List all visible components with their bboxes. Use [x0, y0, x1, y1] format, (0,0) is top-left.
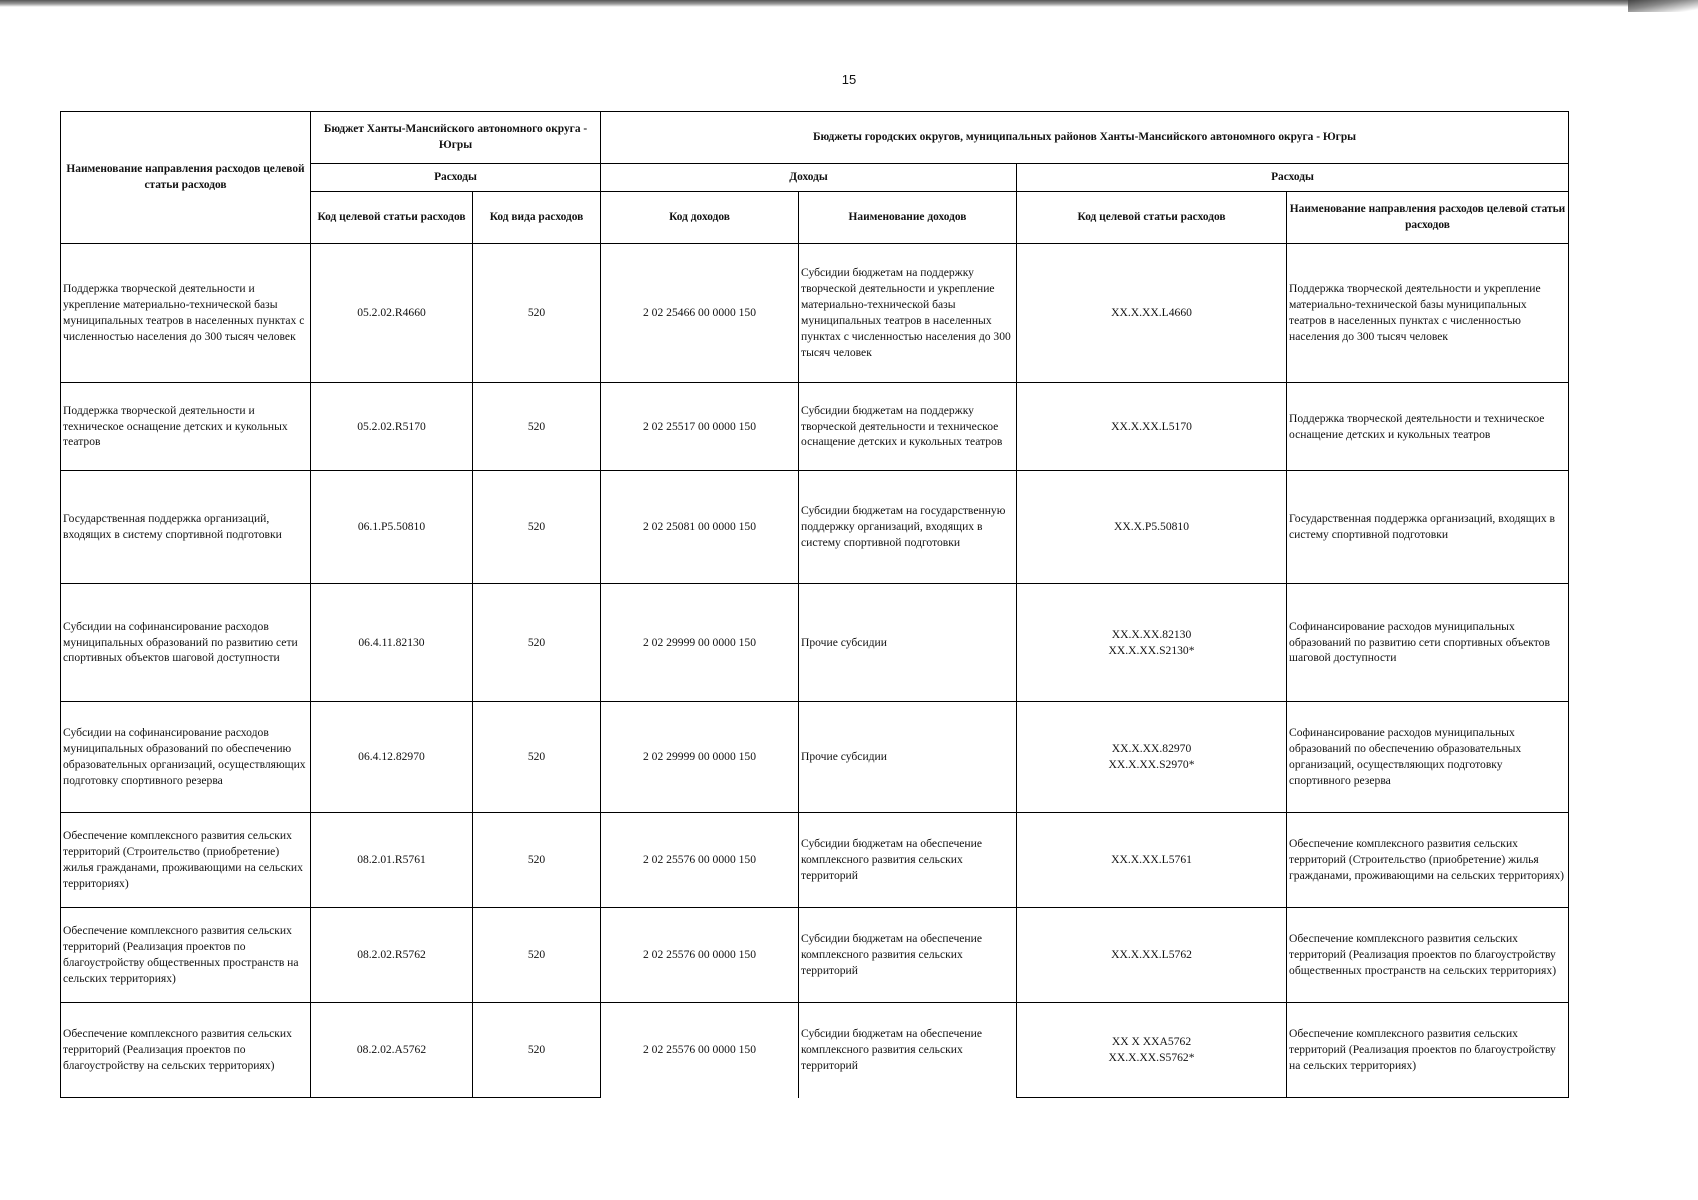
kcsr-cell: 06.4.12.82970: [311, 702, 473, 813]
kvr-cell: 520: [473, 702, 601, 813]
kvr-cell: 520: [473, 244, 601, 383]
table-row: [61, 1003, 1569, 1098]
municipal-kcsr-cell: [1017, 702, 1287, 813]
header-direction-name: Наименование направления расходов целевой статьи расходов: [61, 112, 311, 244]
municipal-kcsr-code: XX.X.XX.L5170: [1111, 419, 1192, 433]
municipal-direction-name-cell: Софинансирование расходов муниципальных образований по обеспечению образовательных организаций, осуществляющих подготовку спортивного резерва: [1287, 702, 1569, 813]
kcsr-cell: 05.2.02.R4660: [311, 244, 473, 383]
municipal-kcsr-cell: [1017, 471, 1287, 584]
direction-name-cell: Субсидии на софинансирование расходов муниципальных образований по развитию сети спортивных объектов шаговой доступности: [61, 584, 311, 702]
municipal-direction-name-cell: Обеспечение комплексного развития сельских территорий (Строительство (приобретение) жилья гражданами, проживающими на сельских территориях): [1287, 813, 1569, 908]
kvr-cell: 520: [473, 584, 601, 702]
municipal-kcsr-code: XX.X.XX.82970: [1111, 742, 1192, 756]
municipal-kcsr-code: XX.X.XX.L5762: [1111, 948, 1192, 961]
municipal-kcsr-code: XX X XXA5762: [1111, 1035, 1192, 1049]
income-code-cell: 2 02 25576 00 0000 150: [601, 813, 799, 908]
municipal-direction-name-cell: Софинансирование расходов муниципальных образований по развитию сети спортивных объектов шаговой доступности: [1287, 584, 1569, 702]
kvr-cell: 520: [473, 908, 601, 1003]
direction-name-cell: Поддержка творческой деятельности и техническое оснащение детских и кукольных театров: [61, 383, 311, 471]
kvr-cell: 520: [473, 1003, 601, 1098]
kcsr-cell: 08.2.02.A5762: [311, 1003, 473, 1098]
direction-name-cell: Обеспечение комплексного развития сельских территорий (Реализация проектов по благоустройству на сельских территориях): [61, 1003, 311, 1098]
header-okrug-budget: Бюджет Ханты-Мансийского автономного округа - Югры: [311, 112, 601, 164]
header-municipal-expenses: Расходы: [1017, 164, 1569, 192]
header-income-code: Код доходов: [601, 192, 799, 244]
table-row: [61, 471, 1569, 584]
kcsr-cell: 06.4.11.82130: [311, 584, 473, 702]
table-row: [61, 383, 1569, 471]
table-row: [61, 702, 1569, 813]
income-code-cell: 2 02 25517 00 0000 150: [601, 383, 799, 471]
kcsr-cell: 08.2.02.R5762: [311, 908, 473, 1003]
header-income-name: Наименование доходов: [799, 192, 1017, 244]
kvr-cell: 520: [473, 383, 601, 471]
direction-name-cell: Поддержка творческой деятельности и укрепление материально-технической базы муниципальных театров в населенных пунктах с численностью населения до 300 тысяч человек: [61, 244, 311, 383]
kcsr-cell: 06.1.P5.50810: [311, 471, 473, 584]
scan-edge-corner: [1628, 0, 1698, 12]
municipal-direction-name-cell: Обеспечение комплексного развития сельских территорий (Реализация проектов по благоустройству общественных пространств на сельских территориях): [1287, 908, 1569, 1003]
municipal-kcsr-cell: [1017, 383, 1287, 471]
page-number: 15: [841, 72, 857, 87]
scan-edge: [0, 0, 1698, 7]
municipal-kcsr-code: XX.X.P5.50810: [1113, 520, 1190, 533]
income-code-cell: 2 02 29999 00 0000 150: [601, 584, 799, 702]
table-row: [61, 813, 1569, 908]
income-name-cell: Прочие субсидии: [799, 584, 1017, 702]
direction-name-cell: Государственная поддержка организаций, входящих в систему спортивной подготовки: [61, 471, 311, 584]
income-name-cell: Субсидии бюджетам на обеспечение комплексного развития сельских территорий: [799, 1003, 1017, 1098]
header-municipal-direction-name: Наименование направления расходов целевой статьи расходов: [1287, 192, 1569, 244]
income-code-cell: 2 02 25576 00 0000 150: [601, 908, 799, 1003]
header-kvr: Код вида расходов: [473, 192, 601, 244]
municipal-direction-name-cell: Поддержка творческой деятельности и техническое оснащение детских и кукольных театров: [1287, 383, 1569, 471]
municipal-direction-name-cell: Государственная поддержка организаций, входящих в систему спортивной подготовки: [1287, 471, 1569, 584]
income-code-cell: 2 02 29999 00 0000 150: [601, 702, 799, 813]
municipal-kcsr-code: XX.X.XX.82130: [1111, 627, 1192, 641]
direction-name-cell: Обеспечение комплексного развития сельских территорий (Реализация проектов по благоустройству общественных пространств на сельских территориях): [61, 908, 311, 1003]
table-row: [61, 584, 1569, 702]
municipal-kcsr-code: XX.X.XX.L5761: [1111, 853, 1192, 866]
income-code-cell: 2 02 25576 00 0000 150: [601, 1003, 799, 1098]
table-row: [61, 244, 1569, 383]
municipal-direction-name-cell: Обеспечение комплексного развития сельских территорий (Реализация проектов по благоустройству на сельских территориях): [1287, 1003, 1569, 1098]
header-municipal-budgets: Бюджеты городских округов, муниципальных районов Ханты-Мансийского автономного округа - Югры: [601, 112, 1569, 164]
income-name-cell: Субсидии бюджетам на обеспечение комплексного развития сельских территорий: [799, 813, 1017, 908]
budget-table: [60, 111, 1569, 1098]
municipal-kcsr-cell: [1017, 813, 1287, 908]
income-name-cell: Субсидии бюджетам на поддержку творческой деятельности и техническое оснащение детских и кукольных театров: [799, 383, 1017, 471]
direction-name-cell: Субсидии на софинансирование расходов муниципальных образований по обеспечению образовательных организаций, осуществляющих подготовку спортивного резерва: [61, 702, 311, 813]
header-municipal-incomes: Доходы: [601, 164, 1017, 192]
income-name-cell: Субсидии бюджетам на обеспечение комплексного развития сельских территорий: [799, 908, 1017, 1003]
header-municipal-kcsr: Код целевой статьи расходов: [1017, 192, 1287, 244]
municipal-kcsr-cell: [1017, 244, 1287, 383]
municipal-kcsr-cell: [1017, 908, 1287, 1003]
municipal-direction-name-cell: Поддержка творческой деятельности и укрепление материально-технической базы муниципальных театров в населенных пунктах с численностью населения до 300 тысяч человек: [1287, 244, 1569, 383]
kcsr-cell: 08.2.01.R5761: [311, 813, 473, 908]
header-okrug-expenses: Расходы: [311, 164, 601, 192]
kcsr-cell: 05.2.02.R5170: [311, 383, 473, 471]
income-code-cell: 2 02 25466 00 0000 150: [601, 244, 799, 383]
kvr-cell: 520: [473, 471, 601, 584]
municipal-kcsr-cell: [1017, 584, 1287, 702]
income-name-cell: Субсидии бюджетам на поддержку творческой деятельности и укрепление материально-технической базы муниципальных театров в населенных пунктах с численностью населения до 300 тысяч человек: [799, 244, 1017, 383]
table-row: [61, 908, 1569, 1003]
municipal-kcsr-code: XX.X.XX.S2130*: [1108, 643, 1195, 657]
municipal-kcsr-code: XX.X.XX.L4660: [1111, 306, 1192, 319]
direction-name-cell: Обеспечение комплексного развития сельских территорий (Строительство (приобретение) жилья гражданами, проживающими на сельских территориях): [61, 813, 311, 908]
income-name-cell: Прочие субсидии: [799, 702, 1017, 813]
income-code-cell: 2 02 25081 00 0000 150: [601, 471, 799, 584]
header-kcsr: Код целевой статьи расходов: [311, 192, 473, 244]
income-name-cell: Субсидии бюджетам на государственную поддержку организаций, входящих в систему спортивной подготовки: [799, 471, 1017, 584]
municipal-kcsr-code: XX.X.XX.S2970*: [1108, 758, 1195, 771]
municipal-kcsr-cell: [1017, 1003, 1287, 1098]
municipal-kcsr-code: XX.X.XX.S5762*: [1108, 1051, 1195, 1064]
kvr-cell: 520: [473, 813, 601, 908]
